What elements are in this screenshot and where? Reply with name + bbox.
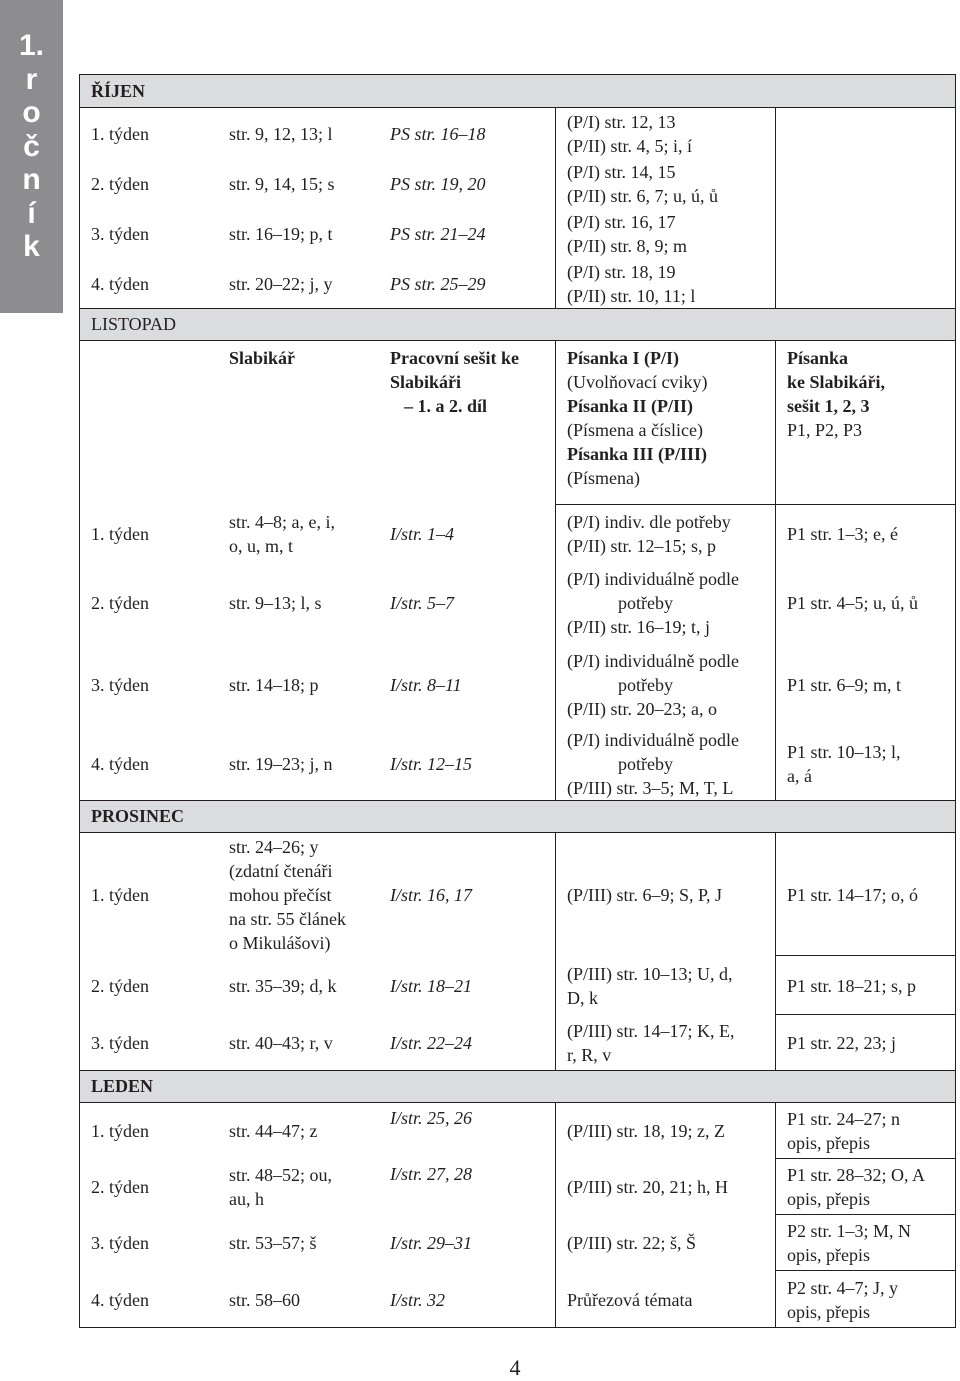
ps-cell: I/str. 12–15 — [390, 754, 473, 774]
slabikar-cell: str. 53–57; š — [229, 1233, 317, 1253]
column-divider — [555, 340, 556, 800]
ps-cell: I/str. 27, 28 — [390, 1164, 473, 1184]
column-divider — [775, 107, 776, 308]
section-label: LISTOPAD — [91, 314, 177, 334]
section-band-rijen — [80, 75, 955, 107]
pisanka-cell: (P/III) str. 18, 19; z, Z — [567, 1121, 725, 1141]
row-divider — [775, 1214, 956, 1215]
section-band-listopad — [80, 308, 955, 340]
slabikar-cell: str. 19–23; j, n — [229, 754, 333, 774]
slabikar-cell: str. 35–39; d, k — [229, 976, 337, 996]
table-border-right — [955, 74, 956, 1328]
ps-cell: PS str. 19, 20 — [390, 174, 486, 194]
column-divider — [775, 340, 776, 800]
slabikar-cell: str. 16–19; p, t — [229, 224, 333, 244]
ps-cell: PS str. 25–29 — [390, 274, 486, 294]
ps-cell: I/str. 25, 26 — [390, 1108, 473, 1128]
row-divider — [79, 107, 956, 108]
row-divider — [775, 1014, 956, 1015]
week-label: 3. týden — [91, 675, 149, 695]
slabikar-cell: str. 40–43; r, v — [229, 1033, 333, 1053]
week-label: 1. týden — [91, 1121, 149, 1141]
ps-cell: PS str. 21–24 — [390, 224, 486, 244]
row-divider — [555, 504, 956, 505]
ps-cell: I/str. 32 — [390, 1289, 446, 1310]
pisanka-cell: (P/I) individuálně podle potřeby (P/II) str. 16–19; t, j — [567, 569, 739, 637]
p1-cell: P1 str. 18–21; s, p — [787, 976, 917, 996]
slabikar-cell: str. 24–26; y (zdatní čtenáři mohou přečíst na str. 55 článek o Mikulášovi) — [229, 837, 346, 953]
table-border-bottom — [79, 1327, 956, 1328]
ps-cell: I/str. 18–21 — [390, 976, 473, 996]
grade-letter: r — [25, 62, 38, 96]
grade-letter: o — [22, 96, 41, 129]
ps-cell: I/str. 22–24 — [390, 1033, 473, 1053]
section-label: PROSINEC — [91, 806, 185, 826]
pisanka-cell: (P/I) individuálně podle potřeby (P/III) str. 3–5; M, T, L — [567, 730, 739, 798]
row-divider — [79, 1070, 956, 1071]
p1-cell: P1 str. 22, 23; j — [787, 1033, 897, 1053]
grade-letter: č — [23, 129, 40, 163]
row-divider — [775, 1158, 956, 1159]
ps-cell: PS str. 16–18 — [390, 124, 486, 144]
pisanka-cell: (P/I) str. 14, 15 (P/II) str. 6, 7; u, ú, ů — [567, 162, 718, 206]
section-band-leden — [80, 1070, 955, 1102]
table-border-left — [79, 74, 80, 1328]
ps-cell: I/str. 29–31 — [390, 1233, 473, 1253]
slabikar-cell: str. 44–47; z — [229, 1121, 318, 1141]
column-divider — [775, 1102, 776, 1327]
slabikar-cell: str. 9–13; l, s — [229, 593, 322, 613]
week-label: 1. týden — [91, 524, 149, 544]
slabikar-cell: str. 48–52; ou, au, h — [229, 1165, 333, 1209]
p1-cell: P2 str. 4–7; J, y opis, přepis — [787, 1277, 899, 1322]
p1-cell: P1 str. 14–17; o, ó — [787, 885, 919, 905]
week-label: 2. týden — [91, 976, 149, 996]
row-divider — [79, 308, 956, 309]
p1-cell: P1 str. 24–27; n opis, přepis — [787, 1109, 901, 1153]
pisanka-cell: (P/III) str. 22; š, Š — [567, 1233, 697, 1253]
week-label: 2. týden — [91, 174, 149, 194]
week-label: 4. týden — [91, 754, 149, 774]
slabikar-cell: str. 14–18; p — [229, 675, 319, 695]
grade-letter: í — [27, 196, 36, 230]
week-label: 1. týden — [91, 885, 149, 905]
slabikar-cell: str. 9, 14, 15; s — [229, 174, 335, 194]
column-divider — [555, 1102, 556, 1327]
week-label: 4. týden — [91, 274, 149, 294]
p1-cell: P1 str. 28–32; O, A opis, přepis — [787, 1165, 926, 1209]
pisanka-cell: (P/III) str. 20, 21; h, H — [567, 1177, 728, 1197]
row-divider — [79, 832, 956, 833]
pisanka-cell: (P/III) str. 14–17; K, E, r, R, v — [567, 1021, 735, 1065]
p1-cell: P1 str. 6–9; m, t — [787, 675, 902, 695]
slabikar-cell: str. 4–8; a, e, i, o, u, m, t — [229, 512, 335, 556]
p1-cell: P2 str. 1–3; M, N opis, přepis — [787, 1221, 912, 1265]
week-label: 3. týden — [91, 1033, 149, 1053]
row-divider — [79, 340, 956, 341]
section-band-prosinec — [80, 800, 955, 832]
p1-cell: P1 str. 1–3; e, é — [787, 524, 898, 544]
pisanka-cell: (P/I) individuálně podle potřeby (P/II) str. 20–23; a, o — [567, 651, 739, 719]
ps-cell: I/str. 8–11 — [390, 675, 462, 695]
slabikar-cell: str. 58–60 — [229, 1289, 301, 1310]
header-slabikar: Slabikář — [229, 348, 296, 368]
week-label: 2. týden — [91, 593, 149, 613]
grade-letter: k — [23, 230, 40, 263]
week-label: 2. týden — [91, 1177, 149, 1197]
header-pracovni-sesit: Pracovní sešit ke Slabikáři – 1. a 2. díl — [390, 348, 519, 416]
header-pisanka-ke-slabikari: Písanka ke Slabikáři, sešit 1, 2, 3 P1, P2, P3 — [787, 348, 886, 440]
pisanka-cell: (P/I) str. 18, 19 (P/II) str. 10, 11; l — [567, 262, 696, 306]
week-label: 3. týden — [91, 1233, 149, 1253]
column-divider — [555, 832, 556, 1070]
row-divider — [79, 800, 956, 801]
column-divider — [775, 832, 776, 1070]
page-number: 4 — [509, 1355, 521, 1380]
ps-cell: I/str. 1–4 — [390, 524, 455, 544]
table-border-top — [79, 74, 956, 75]
p1-cell: P1 str. 10–13; l, a, á — [787, 742, 901, 786]
pisanka-cell: Průřezová témata — [567, 1289, 693, 1310]
grade-letter: n — [22, 163, 41, 196]
ps-cell: I/str. 16, 17 — [390, 885, 473, 905]
row-divider — [79, 1102, 956, 1103]
week-label: 3. týden — [91, 224, 149, 244]
week-label: 4. týden — [91, 1289, 149, 1310]
pisanka-cell: (P/III) str. 6–9; S, P, J — [567, 885, 723, 905]
week-label: 1. týden — [91, 124, 149, 144]
p1-cell: P1 str. 4–5; u, ú, ů — [787, 593, 919, 613]
pisanka-cell: (P/I) str. 16, 17 (P/II) str. 8, 9; m — [567, 212, 687, 256]
slabikar-cell: str. 9, 12, 13; l — [229, 124, 333, 144]
grade-number: 1. — [18, 29, 45, 62]
header-pisanka: Písanka I (P/I) (Uvolňovací cviky) Písanka II (P/II) (Písmena a číslice) Písanka III (P/III) (Písmena) — [567, 348, 708, 488]
pisanka-cell: (P/I) str. 12, 13 (P/II) str. 4, 5; i, í — [567, 112, 692, 156]
column-divider — [555, 107, 556, 308]
section-label: LEDEN — [91, 1076, 154, 1096]
slabikar-cell: str. 20–22; j, y — [229, 274, 333, 294]
section-label: ŘÍJEN — [91, 81, 146, 101]
pisanka-cell: (P/III) str. 10–13; U, d, D, k — [567, 964, 733, 1008]
ps-cell: I/str. 5–7 — [390, 593, 455, 613]
grade-side-tab — [0, 0, 63, 313]
row-divider — [775, 955, 956, 956]
pisanka-cell: (P/I) indiv. dle potřeby (P/II) str. 12–15; s, p — [567, 512, 731, 556]
row-divider — [775, 1270, 956, 1271]
